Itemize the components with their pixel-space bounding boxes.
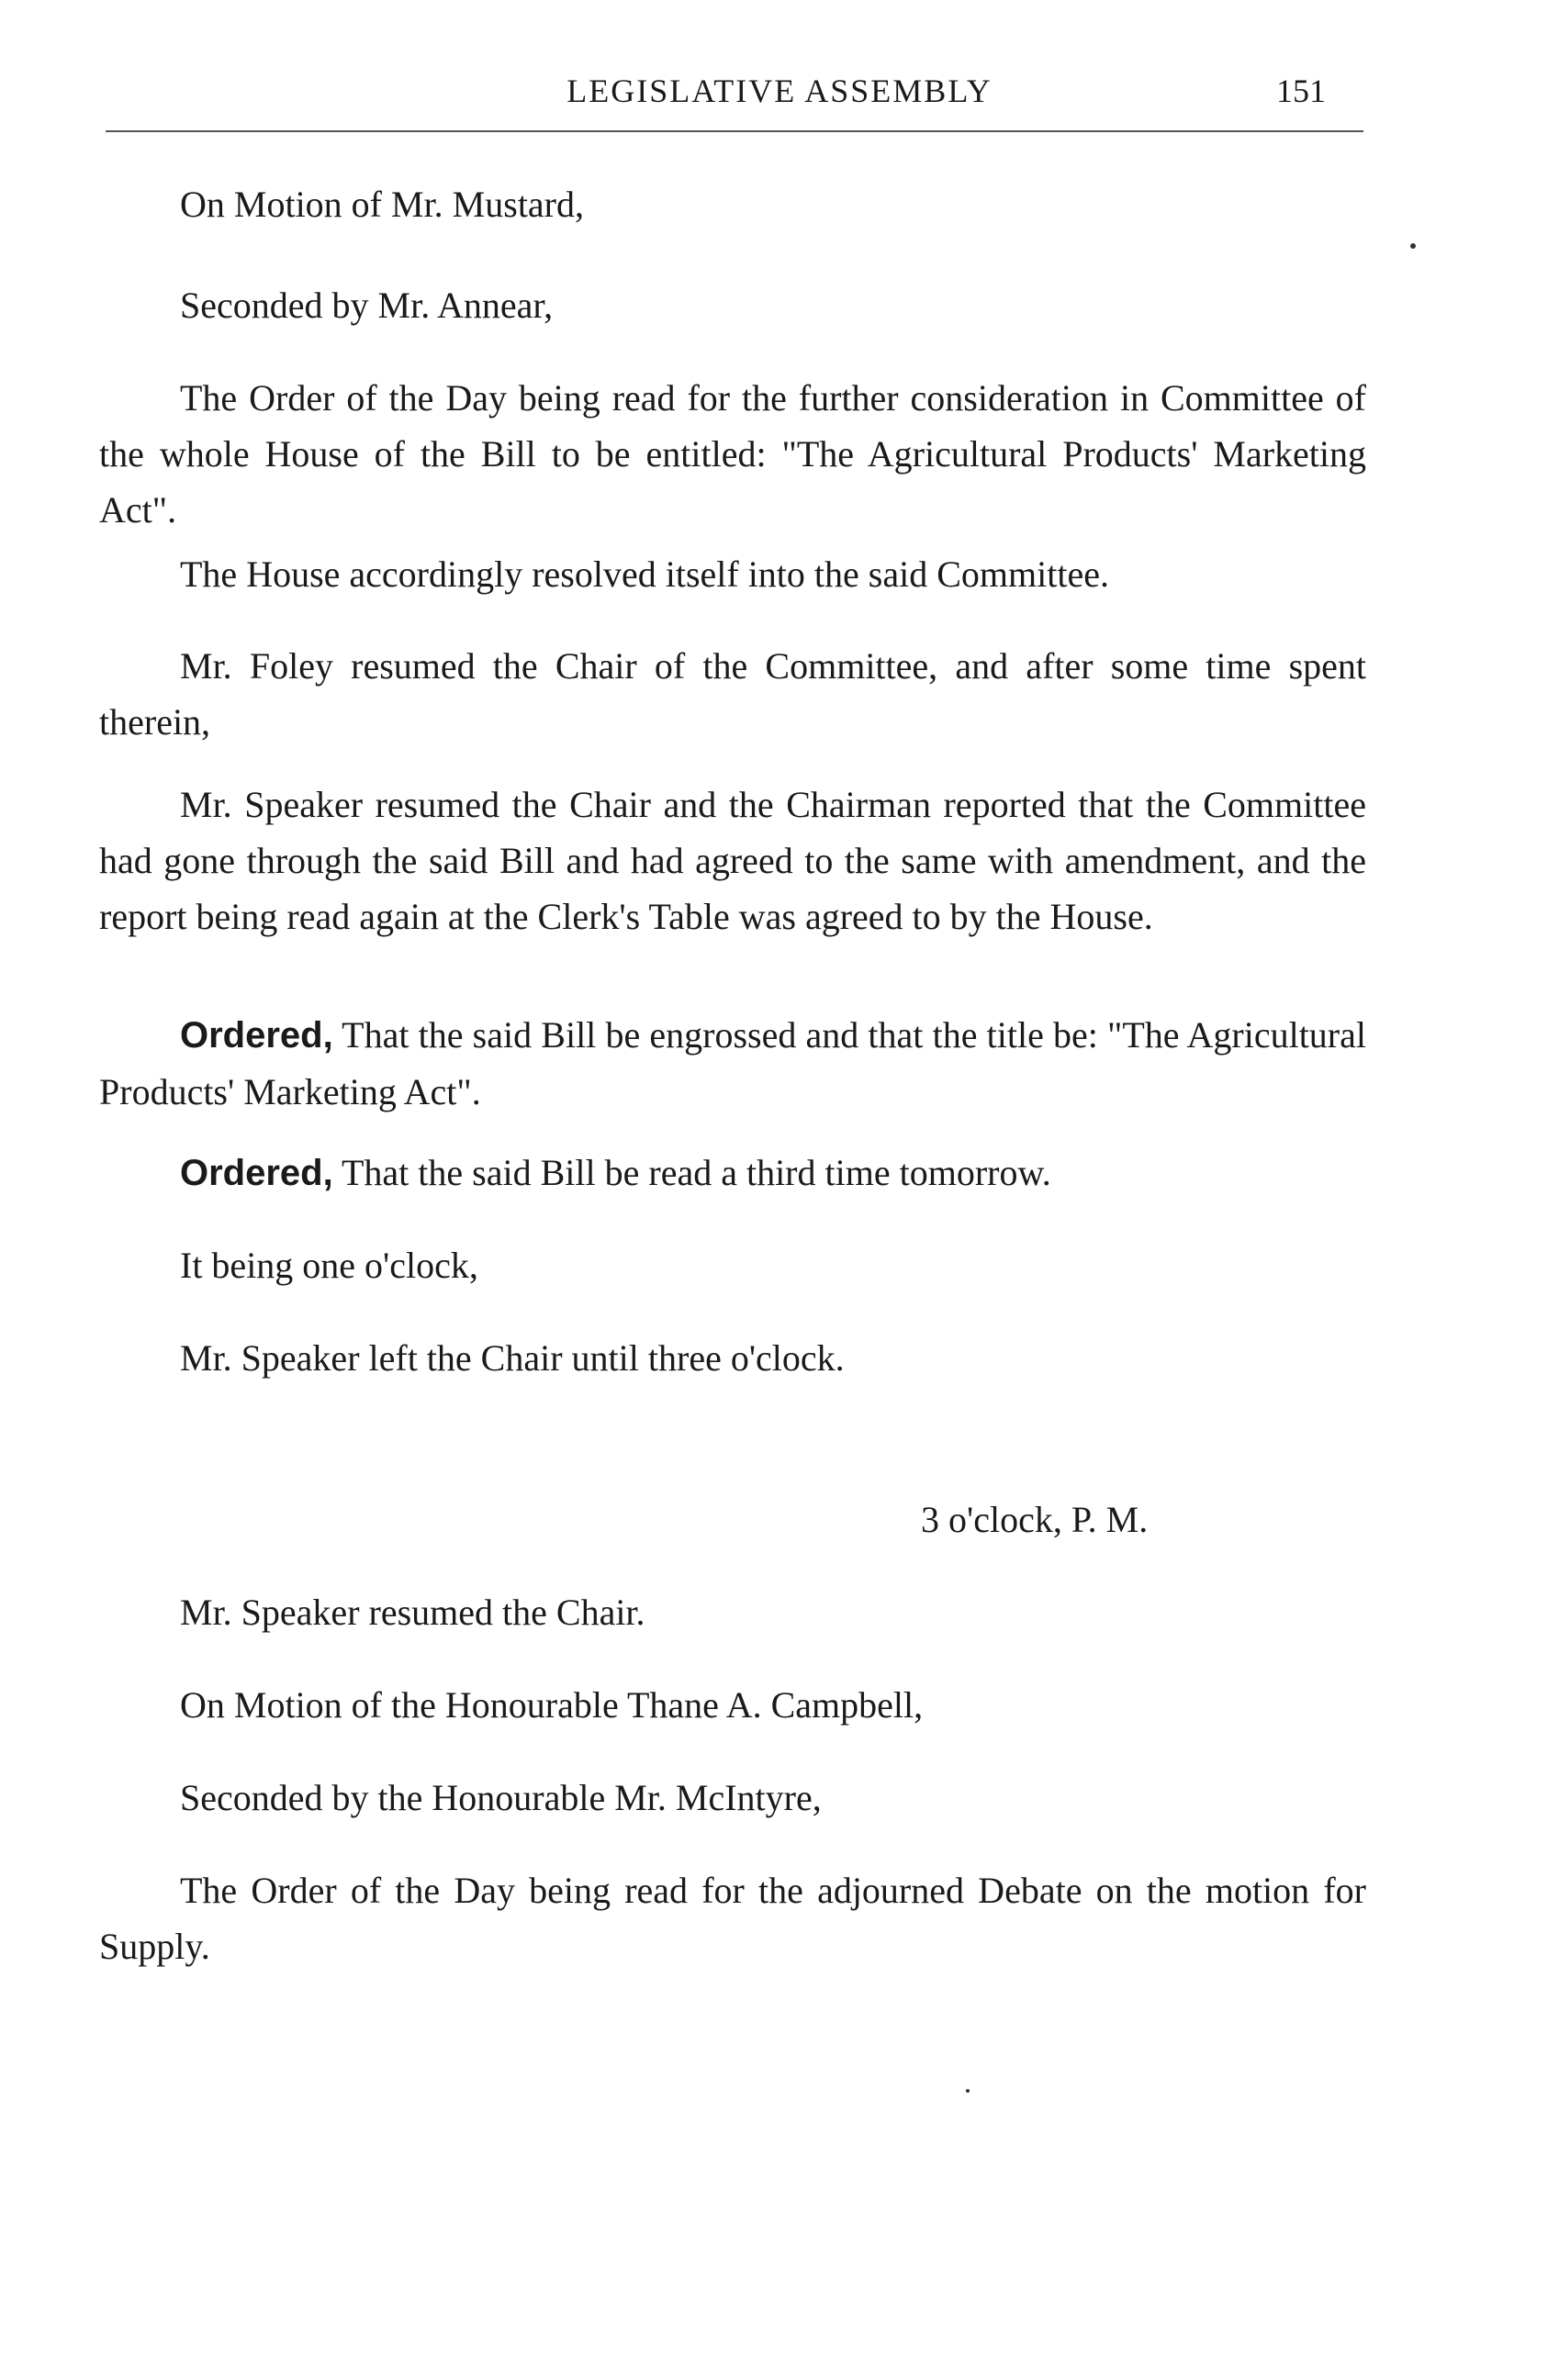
running-title: LEGISLATIVE ASSEMBLY bbox=[566, 73, 993, 109]
motion-paragraph bbox=[180, 176, 1374, 232]
time-heading bbox=[921, 1492, 1380, 1548]
mcintyre-seconded-paragraph bbox=[180, 1770, 1374, 1826]
header-rule bbox=[106, 130, 1363, 132]
paragraph-text: The Order of the Day being read for the further consideration in Committee of the whole House of the Bill to be entitled: "The Agricultural Products' Marketing Act". bbox=[99, 377, 1366, 531]
paragraph-text: That the said Bill be read a third time tomorrow. bbox=[332, 1152, 1051, 1193]
supply-debate-paragraph bbox=[99, 1862, 1366, 1974]
speaker-report-paragraph bbox=[99, 777, 1366, 944]
one-oclock-paragraph bbox=[180, 1237, 1374, 1293]
paragraph-text: Seconded by the Honourable Mr. McIntyre, bbox=[180, 1777, 822, 1818]
speaker-resumed-paragraph bbox=[180, 1584, 1374, 1640]
ordered-third-reading-paragraph bbox=[99, 1145, 1366, 1201]
stray-ink-mark bbox=[966, 2089, 970, 2093]
ordered-label: Ordered, bbox=[180, 1153, 333, 1193]
ordered-engrossed-paragraph bbox=[99, 1007, 1366, 1120]
paragraph-text: On Motion of Mr. Mustard, bbox=[180, 184, 584, 225]
paragraph-text: Mr. Foley resumed the Chair of the Committee, and after some time spent therein, bbox=[99, 645, 1366, 743]
page-number: 151 bbox=[1276, 73, 1326, 109]
paragraph-text: Mr. Speaker left the Chair until three o'clock. bbox=[180, 1337, 845, 1379]
paragraph-text: It being one o'clock, bbox=[180, 1245, 478, 1286]
ordered-label: Ordered, bbox=[180, 1015, 333, 1056]
paragraph-text: Seconded by Mr. Annear, bbox=[180, 285, 554, 326]
campbell-motion-paragraph bbox=[180, 1677, 1374, 1733]
paragraph-text: Mr. Speaker resumed the Chair and the Chairman reported that the Committee had gone through the said Bill and had agreed to the same with amendment, and the report being read again at the Clerk's Table was agreed to by the House. bbox=[99, 784, 1366, 937]
paragraph-text: The House accordingly resolved itself into the said Committee. bbox=[180, 553, 1109, 595]
speaker-left-paragraph bbox=[180, 1330, 1374, 1386]
committee-chair-paragraph bbox=[99, 638, 1366, 750]
running-head bbox=[0, 72, 1559, 117]
house-resolved-paragraph bbox=[180, 546, 1374, 602]
paragraph-text: Mr. Speaker resumed the Chair. bbox=[180, 1592, 645, 1633]
paragraph-text: The Order of the Day being read for the adjourned Debate on the motion for Supply. bbox=[99, 1870, 1366, 1967]
order-of-day-paragraph bbox=[99, 370, 1366, 538]
paragraph-text: 3 o'clock, P. M. bbox=[921, 1499, 1149, 1540]
paragraph-text: That the said Bill be engrossed and that the title be: "The Agricultural Products' Marketing Act". bbox=[99, 1014, 1366, 1112]
stray-ink-mark bbox=[1410, 243, 1416, 249]
seconded-paragraph bbox=[180, 277, 1374, 333]
paragraph-text: On Motion of the Honourable Thane A. Campbell, bbox=[180, 1684, 924, 1726]
